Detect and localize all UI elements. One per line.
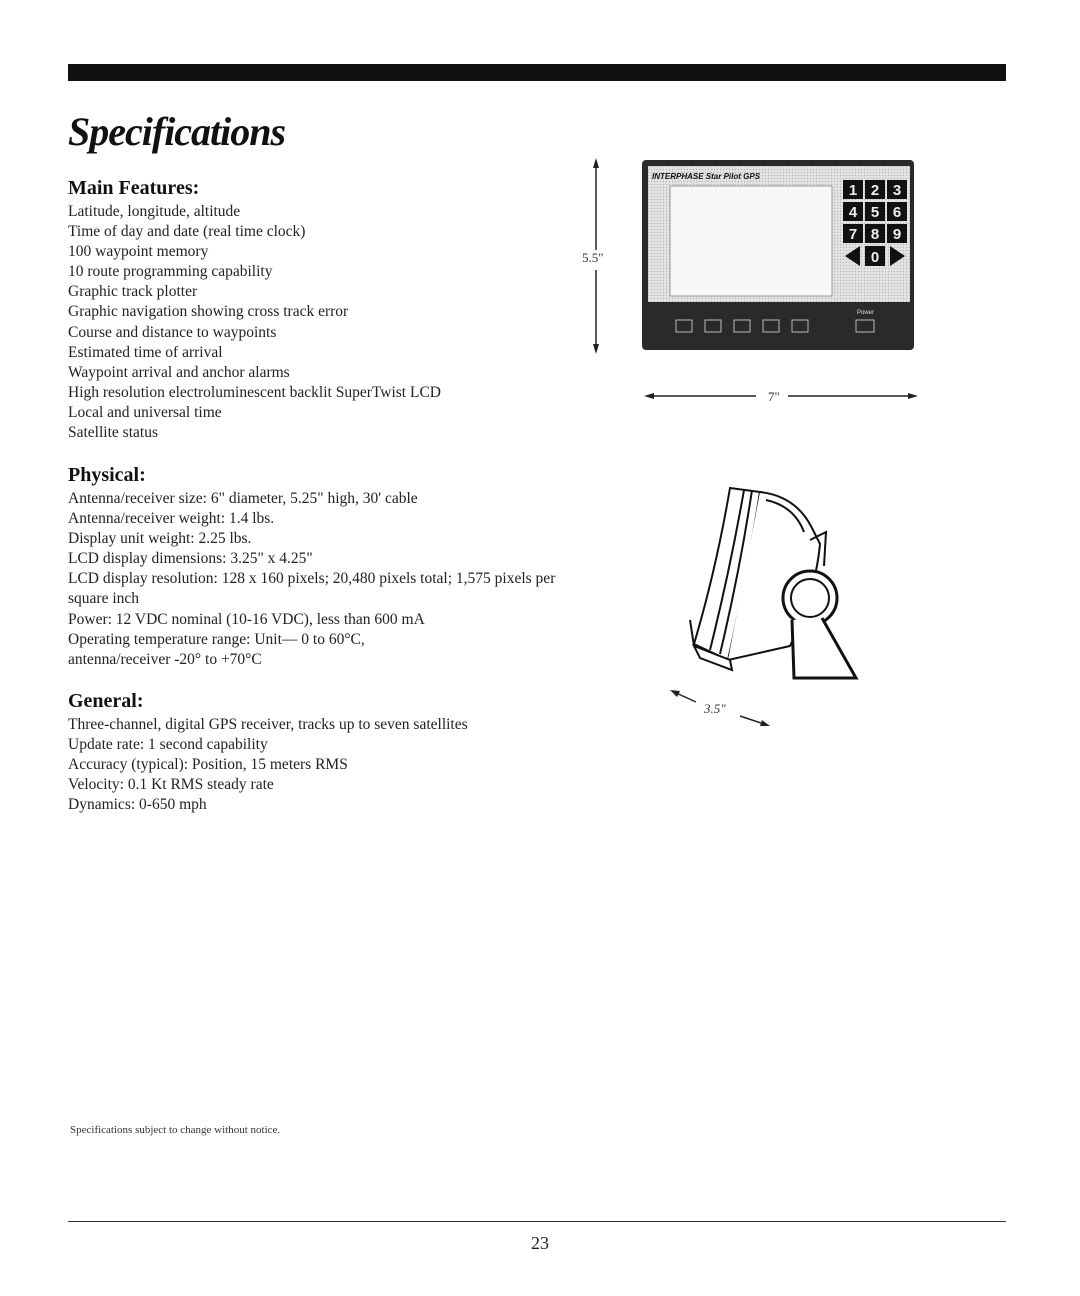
header-bar xyxy=(68,64,1006,81)
physical-section xyxy=(68,464,588,670)
key-2: 2 xyxy=(870,182,880,199)
footer-rule xyxy=(68,1221,1006,1222)
lcd-screen xyxy=(670,186,832,296)
list-item: LCD display resolution: 128 x 160 pixels; 20,480 pixels total; 1,575 pixels per square inch xyxy=(68,570,556,608)
key-4: 4 xyxy=(848,204,858,221)
list-item: Time of day and date (real time clock) xyxy=(68,223,306,241)
power-label: Power xyxy=(857,310,875,316)
key-6: 6 xyxy=(892,204,902,221)
list-item: High resolution electroluminescent backlit SuperTwist LCD xyxy=(68,383,441,401)
list-item: Power: 12 VDC nominal (10-16 VDC), less than 600 mA xyxy=(68,610,425,628)
list-item: Waypoint arrival and anchor alarms xyxy=(68,363,290,381)
list-item: Update rate: 1 second capability xyxy=(68,736,268,754)
key-8: 8 xyxy=(870,226,880,243)
list-item: Antenna/receiver size: 6" diameter, 5.25" high, 30' cable xyxy=(68,490,418,507)
list-item: Display unit weight: 2.25 lbs. xyxy=(68,530,252,548)
key-7: 7 xyxy=(848,226,858,243)
key-5: 5 xyxy=(870,204,880,221)
list-item: Local and universal time xyxy=(68,403,222,421)
list-item: Three-channel, digital GPS receiver, tracks up to seven satellites xyxy=(68,716,468,733)
list-item: 100 waypoint memory xyxy=(68,243,209,261)
key-1: 1 xyxy=(848,182,858,199)
depth-dimension xyxy=(668,686,788,736)
list-item: Graphic track plotter xyxy=(68,283,198,301)
display-unit-illustration xyxy=(560,150,930,410)
key-3: 3 xyxy=(892,182,902,199)
general-heading: General: xyxy=(68,690,144,712)
general-section xyxy=(68,690,588,815)
main-features-heading: Main Features: xyxy=(68,177,200,199)
list-item: Antenna/receiver weight: 1.4 lbs. xyxy=(68,510,275,528)
list-item: 10 route programming capability xyxy=(68,263,273,281)
physical-heading: Physical: xyxy=(68,464,146,486)
main-features-section xyxy=(68,177,588,443)
list-item: LCD display dimensions: 3.25" x 4.25" xyxy=(68,550,313,568)
list-item: Dynamics: 0-650 mph xyxy=(68,796,207,814)
list-item: Satellite status xyxy=(68,424,158,442)
height-label: 5.5" xyxy=(582,250,604,265)
main-features-list xyxy=(68,202,588,443)
depth-label: 3.5" xyxy=(704,701,726,716)
page-number: 23 xyxy=(531,1233,549,1253)
page-title: Specifications xyxy=(68,109,286,154)
key-0: 0 xyxy=(870,249,880,266)
list-item: antenna/receiver -20° to +70°C xyxy=(68,650,262,668)
list-item: Graphic navigation showing cross track error xyxy=(68,303,349,321)
physical-list xyxy=(68,489,588,670)
key-9: 9 xyxy=(892,226,902,243)
general-list xyxy=(68,715,588,815)
height-dimension xyxy=(582,158,604,354)
list-item: Course and distance to waypoints xyxy=(68,323,277,341)
list-item: Latitude, longitude, altitude xyxy=(68,203,241,220)
brand-label: INTERPHASE Star Pilot GPS xyxy=(652,172,761,181)
width-label: 7" xyxy=(768,389,780,404)
footnote: Specifications subject to change without notice. xyxy=(70,1124,281,1136)
list-item: Accuracy (typical): Position, 15 meters RMS xyxy=(68,756,348,774)
list-item: Estimated time of arrival xyxy=(68,343,223,361)
antenna-body xyxy=(690,488,856,678)
width-dimension xyxy=(644,389,918,404)
list-item: Operating temperature range: Unit— 0 to 60°C, xyxy=(68,630,365,648)
list-item: Velocity: 0.1 Kt RMS steady rate xyxy=(68,776,274,794)
